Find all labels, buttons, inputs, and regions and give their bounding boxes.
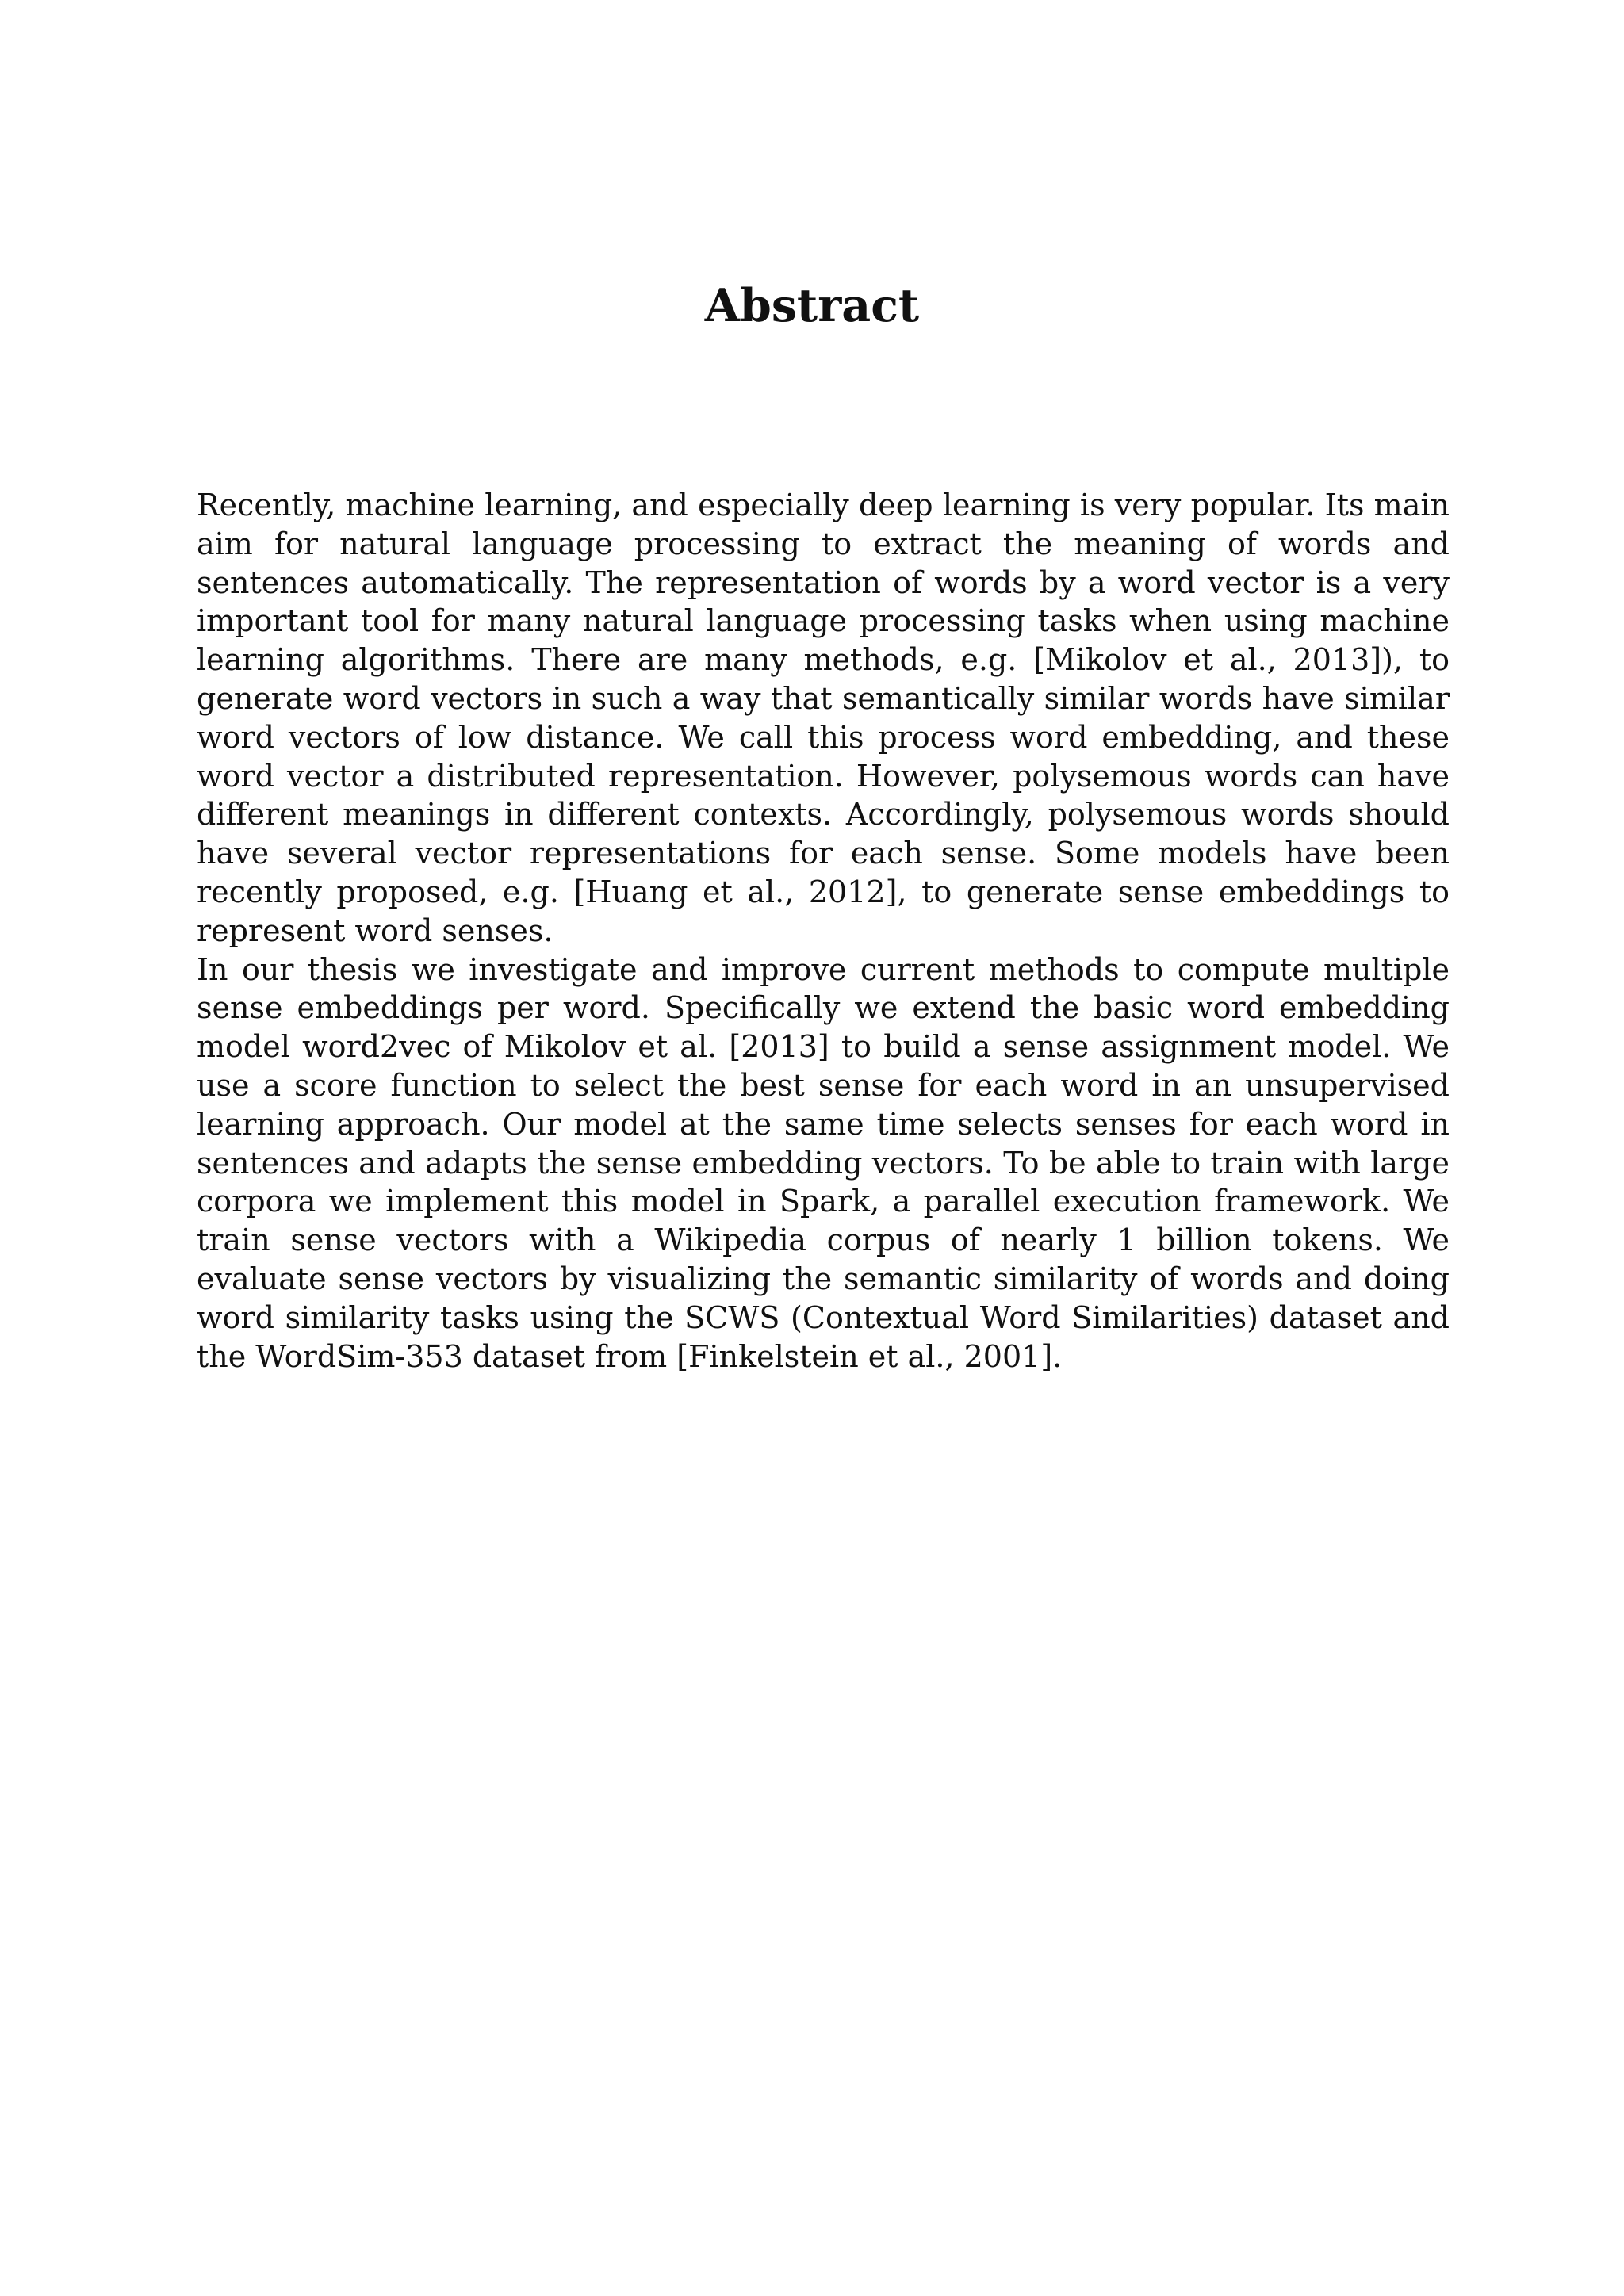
abstract-paragraph-1: Recently, machine learning, and especially deep learning is very popular. Its main aim for natural language processing to extract the meaning of words and sentences automatically. The representation of words by a word vector is a very important tool for many natural language processing tasks when using machine learning algorithms. There are many methods, e.g. [Mikolov et al., 2013]), to generate word vectors in such a way that semantically similar words have similar word vectors of low distance. We call this process word embedding, and these word vector a distributed representation. However, polysemous words can have different meanings in different contexts. Accordingly, polysemous words should have several vector representations for each sense. Some models have been recently proposed, e.g. [Huang et al., 2012], to generate sense embeddings to represent word senses. [197,488,1450,948]
abstract-body [197,486,1450,1376]
abstract-heading: Abstract [704,279,920,332]
abstract-paragraph-2: In our thesis we investigate and improve current methods to compute multiple sense embeddings per word. Specifically we extend the basic word embedding model word2vec of Mikolov et al. [2013] to build a sense assignment model. We use a score function to select the best sense for each word in an unsupervised learning approach. Our model at the same time selects senses for each word in sentences and adapts the sense embedding vectors. To be able to train with large corpora we implement this model in Spark, a parallel execution framework. We train sense vectors with a Wikipedia corpus of nearly 1 billion tokens. We evaluate sense vectors by visualizing the semantic similarity of words and doing word similarity tasks using the SCWS (Contextual Word Similarities) dataset and the WordSim-353 dataset from [Finkelstein et al., 2001]. [197,951,1450,1374]
